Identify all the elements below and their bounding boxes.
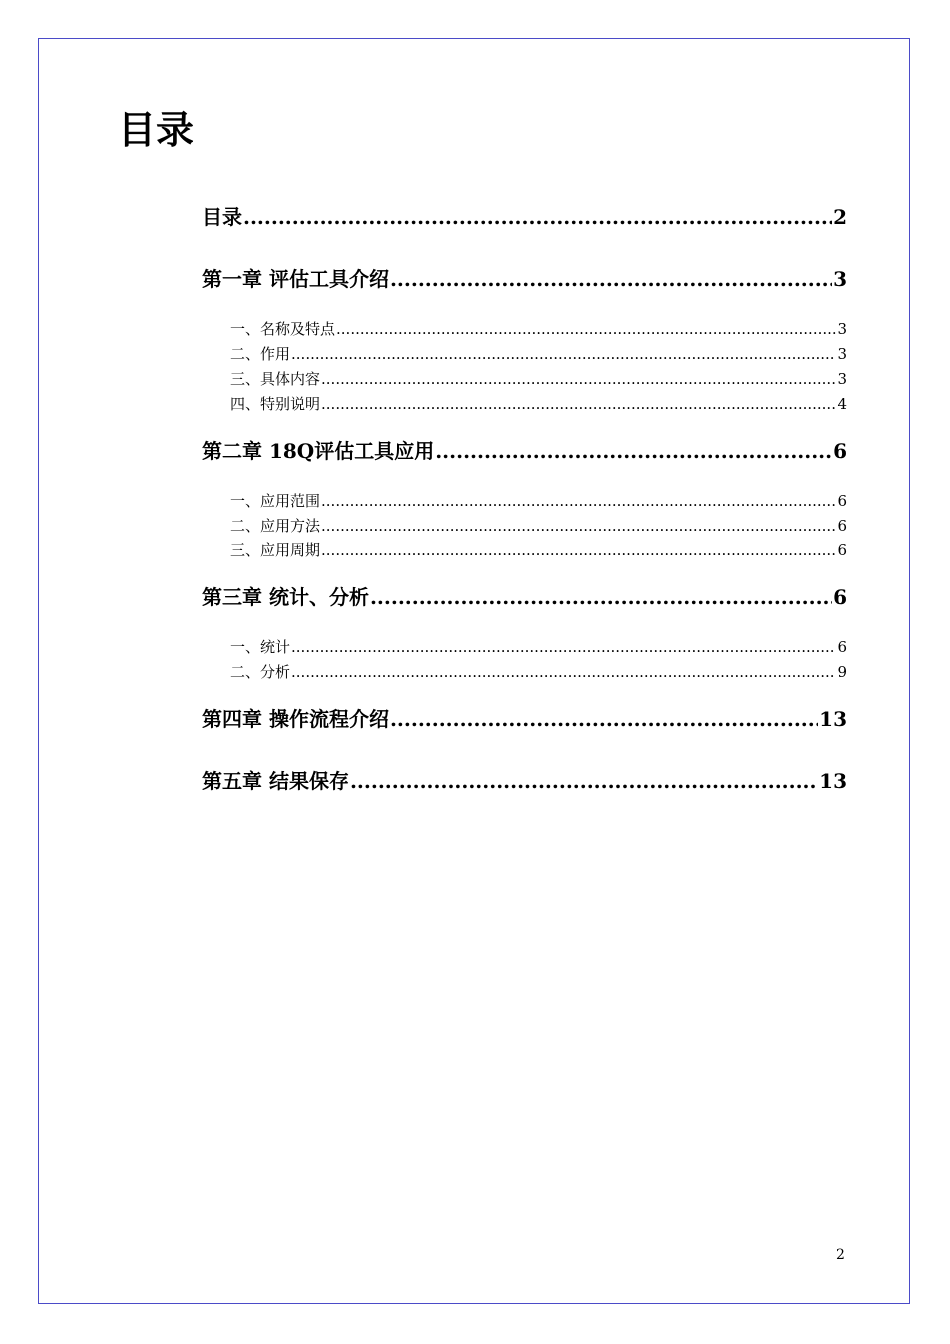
toc-entry-label: 一、名称及特点 — [230, 320, 336, 338]
toc-entry-page: 3 — [837, 320, 847, 338]
page-title: 目录 — [118, 108, 195, 152]
toc-entry-page: 13 — [819, 769, 847, 793]
toc-leader-dots — [243, 202, 832, 232]
toc-leader-dots — [435, 436, 832, 466]
toc-entry-label: 四、特别说明 — [230, 395, 321, 413]
toc-entry-chapter-2[interactable] — [202, 436, 847, 466]
toc-entry-label: 第二章 18Q评估工具应用 — [202, 439, 435, 463]
toc-leader-dots — [291, 343, 836, 365]
toc-entry-label: 三、应用周期 — [230, 541, 321, 559]
toc-entry-section[interactable] — [230, 636, 847, 658]
toc-entry-chapter-4[interactable] — [202, 704, 847, 734]
toc-entry-section[interactable] — [230, 490, 847, 512]
toc-entry-label: 一、应用范围 — [230, 492, 321, 510]
toc-leader-dots — [291, 636, 836, 658]
toc-leader-dots — [291, 661, 836, 683]
toc-entry-section[interactable] — [230, 318, 847, 340]
toc-entry-label: 第三章 统计、分析 — [202, 585, 369, 609]
toc-entry-label: 第一章 评估工具介绍 — [202, 267, 389, 291]
toc-entry-chapter-1[interactable] — [202, 264, 847, 294]
toc-leader-dots — [336, 318, 836, 340]
toc-entry-label: 二、分析 — [230, 663, 291, 681]
toc-entry-page: 6 — [837, 492, 847, 510]
toc-leader-dots — [321, 368, 836, 390]
toc-leader-dots — [370, 582, 832, 612]
toc-entry-page: 3 — [833, 267, 847, 291]
toc-entry-page: 4 — [837, 395, 847, 413]
toc-leader-dots — [321, 393, 836, 415]
toc-entry-section[interactable] — [230, 539, 847, 561]
toc-leader-dots — [321, 539, 836, 561]
toc-entry-label: 三、具体内容 — [230, 370, 321, 388]
toc-leader-dots — [321, 515, 836, 537]
toc-entry-contents[interactable] — [202, 202, 847, 232]
toc-entry-chapter-5[interactable] — [202, 766, 847, 796]
toc-entry-page: 6 — [833, 585, 847, 609]
toc-entry-page: 6 — [837, 638, 847, 656]
toc-entry-chapter-3[interactable] — [202, 582, 847, 612]
toc-leader-dots — [390, 704, 818, 734]
toc-entry-section[interactable] — [230, 515, 847, 537]
toc-entry-section[interactable] — [230, 368, 847, 390]
toc-entry-section[interactable] — [230, 393, 847, 415]
toc-entry-section[interactable] — [230, 661, 847, 683]
toc-entry-label: 二、应用方法 — [230, 517, 321, 535]
toc-leader-dots — [390, 264, 832, 294]
toc-leader-dots — [321, 490, 836, 512]
toc-entry-page: 13 — [819, 707, 847, 731]
toc-entry-page: 3 — [837, 345, 847, 363]
toc-entry-page: 6 — [833, 439, 847, 463]
toc-leader-dots — [350, 766, 818, 796]
toc-entry-page: 2 — [833, 205, 847, 229]
toc-entry-section[interactable] — [230, 343, 847, 365]
toc-entry-label: 一、统计 — [230, 638, 291, 656]
toc-entry-page: 9 — [837, 663, 847, 681]
toc-entry-page: 6 — [837, 517, 847, 535]
toc-entry-label: 第四章 操作流程介绍 — [202, 707, 389, 731]
toc-entry-label: 第五章 结果保存 — [202, 769, 349, 793]
page-number: 2 — [836, 1247, 845, 1263]
toc-entry-label: 二、作用 — [230, 345, 291, 363]
toc-entry-label: 目录 — [202, 205, 242, 229]
toc-entry-page: 6 — [837, 541, 847, 559]
toc-entry-page: 3 — [837, 370, 847, 388]
